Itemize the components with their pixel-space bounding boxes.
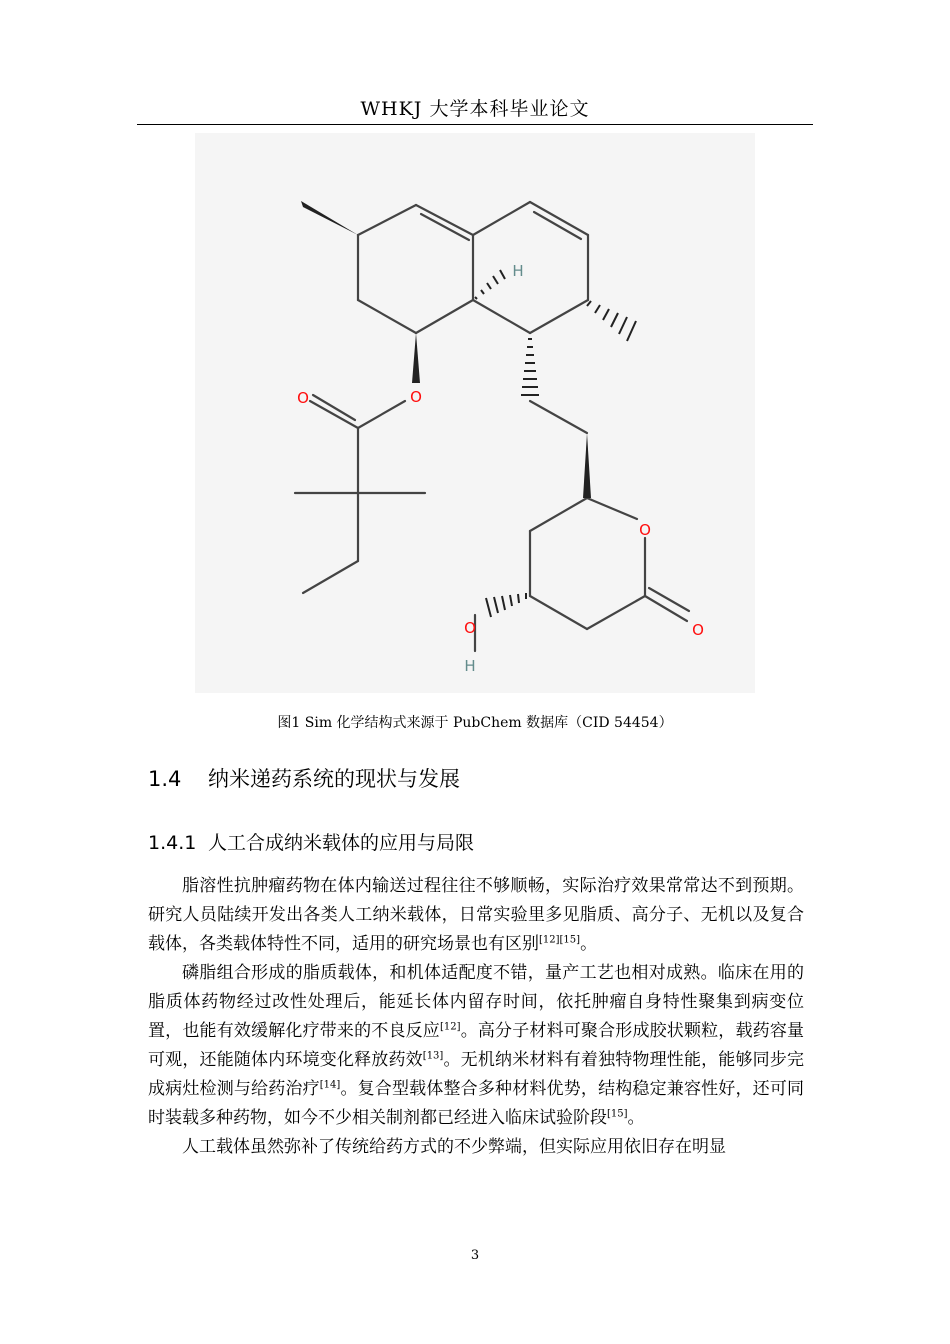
citation: [15]	[607, 1108, 628, 1120]
paragraph-text: 人工载体虽然弥补了传统给药方式的不少弊端，但实际应用依旧存在明显	[182, 1137, 726, 1157]
subsection-heading	[148, 828, 474, 855]
bond	[358, 401, 405, 428]
hash-bond	[587, 301, 591, 306]
hydrogen-atom-label: H	[464, 657, 476, 675]
running-header	[137, 94, 813, 125]
subsection-title: 人工合成纳米载体的应用与局限	[208, 832, 475, 854]
hash-bond	[595, 305, 600, 313]
bond	[530, 202, 588, 235]
section-heading	[148, 763, 460, 793]
hash-bond	[510, 595, 512, 606]
bond	[649, 588, 689, 611]
oxygen-atom-label: O	[297, 389, 309, 407]
hash-bond	[500, 270, 505, 279]
structure-diagram	[195, 133, 755, 693]
bond	[473, 202, 530, 235]
hash-bond	[518, 594, 519, 603]
oxygen-atom-label: O	[464, 619, 476, 637]
hash-bond	[481, 290, 484, 294]
oxygen-atom-label: O	[410, 388, 422, 406]
hash-bond	[619, 317, 627, 334]
body-text	[148, 872, 804, 1162]
citation: [13]	[422, 1050, 444, 1062]
paragraph-text: 。无机纳米材料有着独特物理性能，能够同步完成病灶检测与给药治疗	[148, 1050, 804, 1099]
page-number: 3	[470, 1248, 480, 1263]
oxygen-atom-label: O	[639, 521, 651, 539]
hash-bond	[603, 309, 609, 320]
paragraph-text: 脂溶性抗肿瘤药物在体内输送过程往往不够顺畅，实际治疗效果常常达不到预期。研究人员陆续开发出各类人工纳米载体，日常实验里多见脂质、高分子、无机以及复合载体，各类载体特性不同，适用的研究场景也有区别	[148, 876, 804, 954]
header-title: WHKJ 大学本科毕业论文	[360, 98, 590, 120]
bond	[473, 300, 530, 333]
citation: [14]	[319, 1079, 341, 1091]
paragraph-text: 。复合型载体整合多种材料优势，结构稳定兼容性好，还可同时装载多种药物，如今不少相关制剂都已经进入临床试验阶段	[148, 1079, 805, 1128]
bond	[530, 596, 587, 629]
bond	[587, 596, 645, 629]
paragraph-text: 磷脂组合形成的脂质载体，和机体适配度不错，量产工艺也相对成熟。临床在用的脂质体药物经过改性处理后，能延长体内留存时间，依托肿瘤自身特性聚集到病变位置，也能有效缓解化疗带来的不良反应	[148, 963, 804, 1041]
bond	[530, 498, 587, 531]
bond	[358, 205, 416, 235]
wedge-bond	[301, 201, 358, 235]
bond	[416, 300, 473, 333]
hash-bond	[493, 276, 498, 284]
paragraph-text: 。	[627, 1108, 645, 1128]
hash-bond	[611, 313, 618, 327]
paragraph-text: 。高分子材料可聚合形成胶状颗粒，载药容量可观，还能随体内环境变化释放药效	[148, 1021, 805, 1070]
paragraph	[148, 959, 804, 1133]
oxygen-atom-label: O	[692, 621, 704, 639]
bond	[310, 401, 358, 428]
bond	[303, 561, 358, 593]
chemical-structure-figure	[195, 133, 755, 693]
bond	[530, 401, 587, 433]
hash-bond	[487, 283, 491, 289]
section-title: 纳米递药系统的现状与发展	[208, 767, 460, 791]
bond	[416, 205, 473, 235]
hash-bond	[486, 598, 491, 617]
hash-bond	[494, 597, 498, 613]
bond	[421, 214, 469, 240]
section-number: 1.4	[148, 767, 182, 791]
wedge-bond	[583, 433, 591, 498]
wedge-bond	[412, 333, 420, 383]
paragraph-text: 。	[580, 934, 598, 954]
bond	[358, 300, 416, 333]
figure-caption: 图1 Sim 化学结构式来源于 PubChem 数据库（CID 54454）	[277, 715, 673, 731]
citation: [12]	[439, 1021, 461, 1033]
paragraph	[148, 872, 804, 959]
paragraph	[148, 1133, 804, 1162]
bond	[587, 498, 637, 519]
bond	[530, 300, 588, 333]
hydrogen-atom-label: H	[512, 262, 524, 280]
subsection-number: 1.4.1	[148, 832, 197, 854]
bond	[534, 212, 581, 239]
hash-bond	[502, 596, 505, 610]
hash-bond	[627, 321, 636, 341]
hash-bond	[475, 297, 477, 299]
bond	[313, 395, 355, 420]
citation: [12][15]	[539, 934, 581, 946]
bond	[645, 596, 687, 621]
